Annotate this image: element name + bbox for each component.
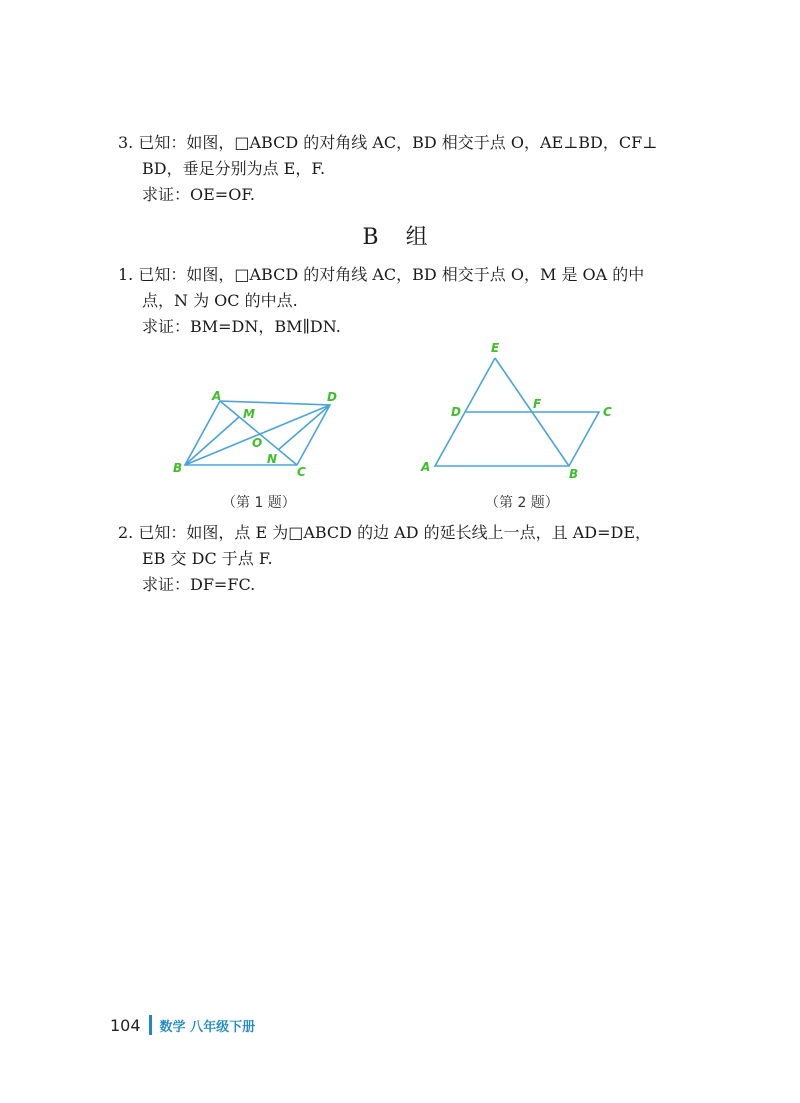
problem-b2-line2: EB 交 DC 于点 F. bbox=[142, 549, 273, 568]
fig1-segment-dn bbox=[278, 405, 330, 450]
problem-b1-line1: 1. 已知：如图，□ABCD 的对角线 AC，BD 相交于点 O，M 是 OA 的中 bbox=[118, 265, 645, 284]
problem-a3 bbox=[118, 130, 657, 208]
page-number: 104 bbox=[110, 1015, 141, 1035]
page-footer bbox=[110, 1013, 255, 1037]
fig2-label-d: D bbox=[451, 405, 461, 419]
fig1-diagonal-ac bbox=[220, 401, 297, 465]
figure-1 bbox=[165, 385, 355, 480]
problem-b1-line3: 求证：BM=DN，BM∥DN. bbox=[142, 317, 341, 336]
fig1-segment-bm bbox=[185, 417, 239, 465]
figure-2-diagram bbox=[415, 338, 625, 483]
problem-b1-line2: 点，N 为 OC 的中点. bbox=[142, 291, 298, 310]
fig1-label-a: A bbox=[212, 389, 222, 403]
fig2-segment-de bbox=[465, 358, 495, 412]
fig2-label-b: B bbox=[569, 467, 579, 481]
fig2-parallelogram bbox=[435, 412, 599, 466]
problem-b1 bbox=[118, 262, 644, 340]
fig2-label-c: C bbox=[603, 405, 612, 419]
fig1-label-m: M bbox=[243, 407, 255, 421]
fig1-diagonal-bd bbox=[185, 405, 330, 465]
footer-divider bbox=[149, 1015, 152, 1035]
figure-1-diagram bbox=[165, 385, 355, 480]
fig1-label-o: O bbox=[252, 436, 263, 450]
figure-2-caption: （第 2 题） bbox=[485, 495, 559, 511]
fig2-label-f: F bbox=[533, 397, 542, 411]
fig1-label-b: B bbox=[173, 461, 183, 475]
book-title: 数学 八年级下册 bbox=[159, 1019, 256, 1035]
fig1-label-c: C bbox=[297, 465, 306, 479]
figure-1-caption: （第 1 题） bbox=[222, 495, 296, 511]
problem-a3-line3: 求证：OE=OF. bbox=[142, 185, 256, 204]
problem-a3-line2: BD，垂足分别为点 E，F. bbox=[142, 159, 326, 178]
fig2-label-a: A bbox=[421, 460, 431, 474]
problem-a3-line1: 3. 已知：如图，□ABCD 的对角线 AC，BD 相交于点 O，AE⊥BD，CF⊥ bbox=[118, 133, 658, 152]
problem-b2-line3: 求证：DF=FC. bbox=[142, 575, 256, 594]
problem-b2-line1: 2. 已知：如图，点 E 为□ABCD 的边 AD 的延长线上一点，且 AD=DE， bbox=[118, 523, 652, 542]
problem-b2 bbox=[118, 520, 651, 598]
fig1-label-n: N bbox=[267, 452, 278, 466]
figure-2 bbox=[415, 338, 625, 483]
section-b-title: B 组 bbox=[362, 225, 438, 250]
fig1-label-d: D bbox=[327, 390, 337, 404]
fig2-label-e: E bbox=[491, 341, 500, 355]
